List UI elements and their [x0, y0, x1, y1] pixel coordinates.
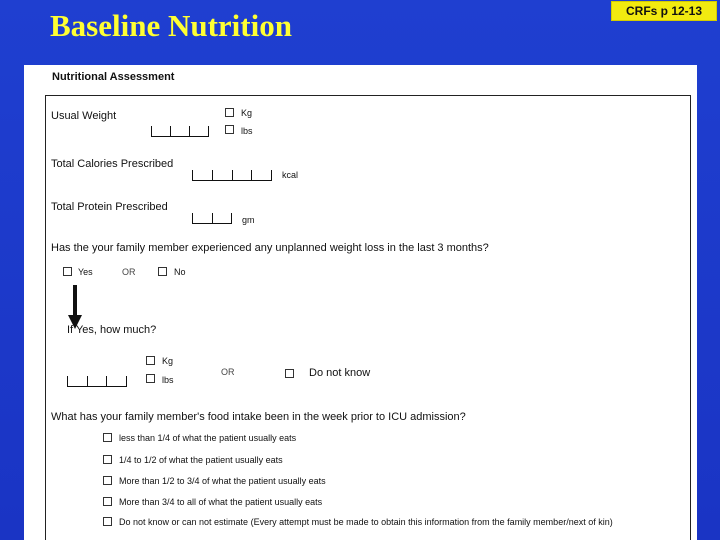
form-heading: Nutritional Assessment [52, 71, 175, 83]
protein-unit: gm [242, 215, 255, 225]
calories-unit: kcal [282, 170, 299, 180]
intake-option-label: More than 3/4 to all of what the patient usually eats [119, 497, 323, 507]
protein-entry-boxes[interactable] [192, 213, 232, 224]
nutrition-form [24, 65, 697, 540]
intake-option-label: Do not know or can not estimate (Every attempt must be made to obtain this information from the family member/next of kin) [119, 517, 613, 527]
do-not-know-label: Do not know [309, 367, 371, 379]
usual-weight-entry-boxes[interactable] [151, 126, 209, 137]
intake-option-checkbox[interactable] [103, 455, 112, 464]
crf-page-reference: CRFs p 12-13 [611, 1, 717, 21]
weight-loss-yes-checkbox[interactable] [63, 267, 72, 276]
intake-option-checkbox[interactable] [103, 497, 112, 506]
intake-option-checkbox[interactable] [103, 517, 112, 526]
down-arrow-icon [68, 285, 82, 329]
weight-loss-or: OR [122, 267, 136, 277]
intake-option-checkbox[interactable] [103, 433, 112, 442]
how-much-entry-boxes[interactable] [67, 376, 127, 387]
slide-title: Baseline Nutrition [50, 8, 292, 43]
calories-label: Total Calories Prescribed [51, 158, 174, 170]
usual-weight-lbs-checkbox[interactable] [225, 125, 234, 134]
do-not-know-checkbox[interactable] [285, 369, 294, 378]
usual-weight-label: Usual Weight [51, 110, 117, 122]
usual-weight-kg-checkbox[interactable] [225, 108, 234, 117]
usual-weight-kg-label: Kg [241, 108, 253, 118]
weight-loss-yes-label: Yes [78, 267, 93, 277]
calories-entry-boxes[interactable] [192, 170, 272, 181]
weight-loss-question: Has the your family member experienced any unplanned weight loss in the last 3 months? [51, 242, 489, 254]
weight-loss-no-label: No [174, 267, 186, 277]
how-much-lbs-label: lbs [162, 375, 174, 385]
intake-option-label: less than 1/4 of what the patient usually eats [119, 433, 297, 443]
weight-loss-no-checkbox[interactable] [158, 267, 167, 276]
intake-option-label: 1/4 to 1/2 of what the patient usually eats [119, 455, 283, 465]
how-much-lbs-checkbox[interactable] [146, 374, 155, 383]
how-much-label: If Yes, how much? [67, 324, 157, 336]
usual-weight-lbs-label: lbs [241, 126, 253, 136]
food-intake-question: What has your family member's food intake been in the week prior to ICU admission? [51, 411, 466, 423]
intake-option-checkbox[interactable] [103, 476, 112, 485]
how-much-kg-checkbox[interactable] [146, 356, 155, 365]
intake-option-label: More than 1/2 to 3/4 of what the patient usually eats [119, 476, 326, 486]
how-much-kg-label: Kg [162, 356, 174, 366]
how-much-or: OR [221, 367, 235, 377]
protein-label: Total Protein Prescribed [51, 201, 168, 213]
